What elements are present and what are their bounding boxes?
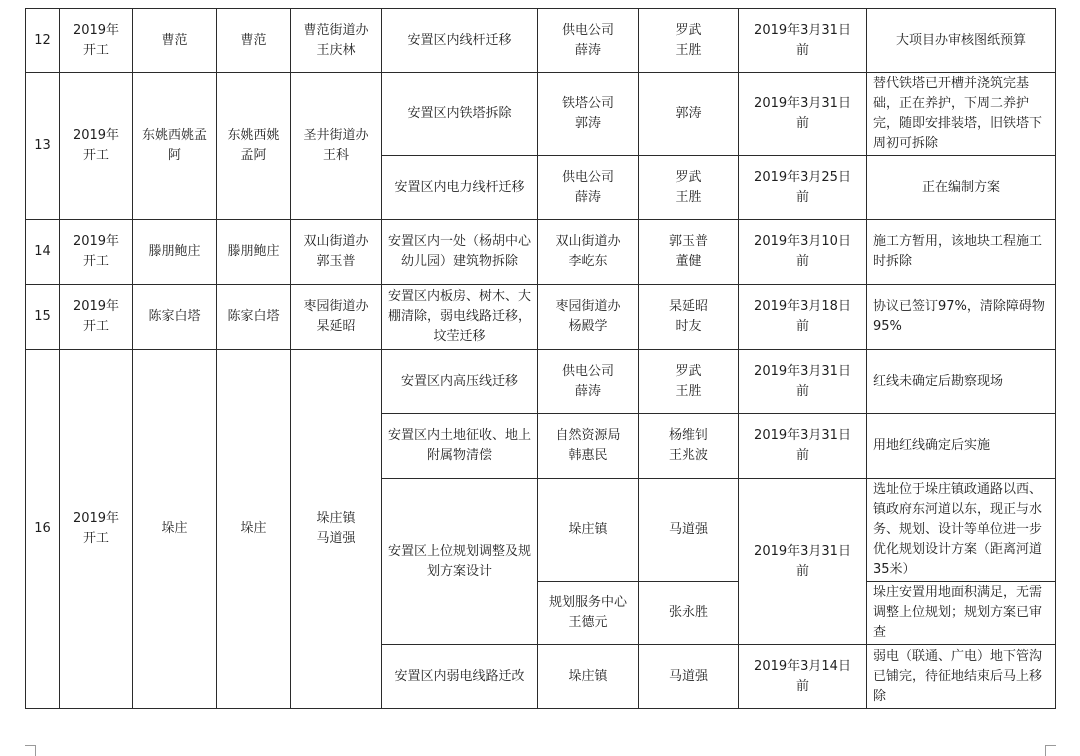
progress-note: 垛庄安置用地面积满足，无需调整上位规划；规划方案已审查 (867, 582, 1056, 645)
resettlement-site: 曹范 (217, 9, 291, 73)
responsible-unit: 自然资源局 韩惠民 (538, 414, 639, 479)
responsible-office: 双山街道办 郭玉普 (291, 220, 382, 285)
progress-note: 替代铁塔已开槽并浇筑完基础，正在养护，下周二养护完，随即安排装塔，旧铁塔下周初可拆除 (867, 73, 1056, 156)
page-corner-mark (1045, 745, 1056, 756)
task: 安置区内一处（杨胡中心幼儿园）建筑物拆除 (382, 220, 538, 285)
responsible-unit: 供电公司 薛涛 (538, 9, 639, 73)
table-row (26, 350, 1056, 414)
resettlement-site: 陈家白塔 (217, 285, 291, 350)
table-row (26, 73, 1056, 156)
responsible-unit: 垛庄镇 (538, 479, 639, 582)
responsible-unit: 双山街道办 李屹东 (538, 220, 639, 285)
responsible-person: 张永胜 (639, 582, 739, 645)
project-name: 东姚西姚孟 阿 (133, 73, 217, 220)
project-name: 曹范 (133, 9, 217, 73)
responsible-person: 马道强 (639, 479, 739, 582)
responsible-office: 垛庄镇 马道强 (291, 350, 382, 709)
progress-note: 正在编制方案 (867, 156, 1056, 220)
responsible-person: 杨维钊 王兆波 (639, 414, 739, 479)
responsible-unit: 铁塔公司 郭涛 (538, 73, 639, 156)
deadline: 2019年3月18日 前 (739, 285, 867, 350)
responsible-unit: 垛庄镇 (538, 645, 639, 709)
resettlement-site: 东姚西姚 孟阿 (217, 73, 291, 220)
progress-note: 红线未确定后勘察现场 (867, 350, 1056, 414)
deadline: 2019年3月10日 前 (739, 220, 867, 285)
responsible-unit: 规划服务中心 王德元 (538, 582, 639, 645)
start-year: 2019年 开工 (60, 220, 133, 285)
progress-note: 用地红线确定后实施 (867, 414, 1056, 479)
responsible-unit: 供电公司 薛涛 (538, 350, 639, 414)
deadline: 2019年3月31日 前 (739, 479, 867, 645)
row-number: 16 (26, 350, 60, 709)
progress-note: 弱电（联通、广电）地下管沟已铺完，待征地结束后马上移除 (867, 645, 1056, 709)
project-table (25, 8, 1056, 709)
table-row (26, 220, 1056, 285)
responsible-person: 郭玉普 董健 (639, 220, 739, 285)
task: 安置区内铁塔拆除 (382, 73, 538, 156)
row-number: 15 (26, 285, 60, 350)
start-year: 2019年 开工 (60, 9, 133, 73)
start-year: 2019年 开工 (60, 73, 133, 220)
responsible-person: 马道强 (639, 645, 739, 709)
table-row (26, 285, 1056, 350)
task: 安置区内土地征收、地上附属物清偿 (382, 414, 538, 479)
deadline: 2019年3月14日 前 (739, 645, 867, 709)
row-number: 14 (26, 220, 60, 285)
table-row (26, 9, 1056, 73)
responsible-office: 圣井街道办 王科 (291, 73, 382, 220)
task: 安置区内线杆迁移 (382, 9, 538, 73)
deadline: 2019年3月25日 前 (739, 156, 867, 220)
responsible-person: 罗武 王胜 (639, 350, 739, 414)
responsible-unit: 枣园街道办 杨殿学 (538, 285, 639, 350)
task: 安置区上位规划调整及规划方案设计 (382, 479, 538, 645)
responsible-person: 罗武 王胜 (639, 156, 739, 220)
deadline: 2019年3月31日 前 (739, 414, 867, 479)
resettlement-site: 滕朋鲍庄 (217, 220, 291, 285)
progress-note: 选址位于垛庄镇政通路以西、镇政府东河道以东，现正与水务、规划、设计等单位进一步优化规划设计方案（距离河道35米） (867, 479, 1056, 582)
responsible-office: 枣园街道办 杲延昭 (291, 285, 382, 350)
project-name: 滕朋鲍庄 (133, 220, 217, 285)
deadline: 2019年3月31日 前 (739, 350, 867, 414)
deadline: 2019年3月31日 前 (739, 9, 867, 73)
row-number: 13 (26, 73, 60, 220)
task: 安置区内板房、树木、大棚清除，弱电线路迁移，坟茔迁移 (382, 285, 538, 350)
responsible-person: 郭涛 (639, 73, 739, 156)
task: 安置区内高压线迁移 (382, 350, 538, 414)
project-name: 垛庄 (133, 350, 217, 709)
progress-note: 施工方暂用，该地块工程施工时拆除 (867, 220, 1056, 285)
responsible-person: 杲延昭 时友 (639, 285, 739, 350)
responsible-office: 曹范街道办 王庆林 (291, 9, 382, 73)
responsible-person: 罗武 王胜 (639, 9, 739, 73)
progress-note: 大项目办审核图纸预算 (867, 9, 1056, 73)
start-year: 2019年 开工 (60, 350, 133, 709)
project-name: 陈家白塔 (133, 285, 217, 350)
task: 安置区内电力线杆迁移 (382, 156, 538, 220)
progress-note: 协议已签订97%，清除障碍物95% (867, 285, 1056, 350)
resettlement-site: 垛庄 (217, 350, 291, 709)
responsible-unit: 供电公司 薛涛 (538, 156, 639, 220)
task: 安置区内弱电线路迁改 (382, 645, 538, 709)
row-number: 12 (26, 9, 60, 73)
page-corner-mark (25, 745, 36, 756)
deadline: 2019年3月31日 前 (739, 73, 867, 156)
start-year: 2019年 开工 (60, 285, 133, 350)
